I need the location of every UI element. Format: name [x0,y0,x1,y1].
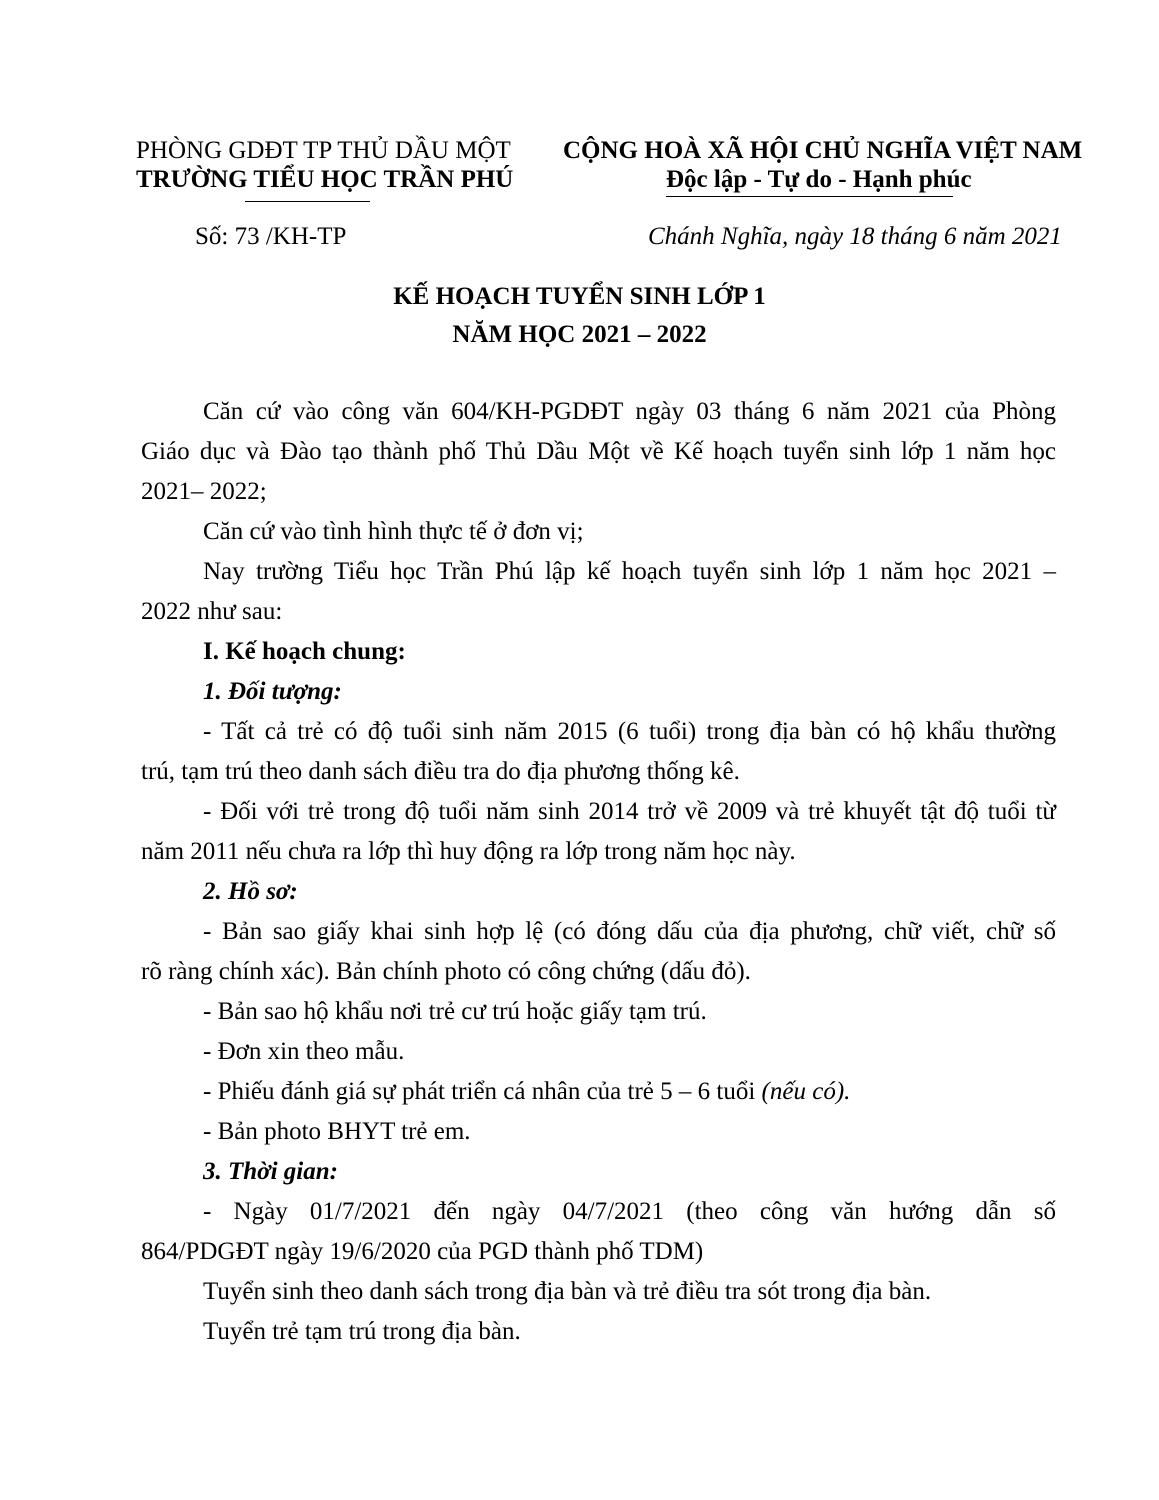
subsection-heading: 3. Thời gian: [203,1158,338,1185]
document-title: KẾ HOẠCH TUYỂN SINH LỚP 1 [393,283,766,310]
national-motto: Độc lập - Tự do - Hạnh phúc [666,166,972,193]
paragraph-line: Căn cứ vào tình hình thực tế ở đơn vị; [203,518,584,545]
paragraph-line: 2021– 2022; [141,478,267,505]
paragraph-line: Giáo dục và Đào tạo thành phố Thủ Dầu Một về Kế hoạch tuyển sinh lớp 1 năm học [141,438,1056,465]
paragraph-line: - Đơn xin theo mẫu. [203,1038,405,1065]
paragraph-line: Nay trường Tiểu học Trần Phú lập kế hoạch tuyển sinh lớp 1 năm học 2021 – [203,558,1056,585]
place-and-date: Chánh Nghĩa, ngày 18 tháng 6 năm 2021 [648,223,1062,250]
paragraph-line: - Bản sao giấy khai sinh hợp lệ (có đóng dấu của địa phương, chữ viết, chữ số [203,918,1056,945]
paragraph-text: - Phiếu đánh giá sự phát triển cá nhân của trẻ 5 – 6 tuổi [203,1078,756,1105]
header-right-underline [666,196,953,197]
header-left-underline [245,201,370,202]
paragraph-line: - Đối với trẻ trong độ tuổi năm sinh 2014 trở về 2009 và trẻ khuyết tật độ tuổi từ [203,798,1056,825]
national-title: CỘNG HOÀ XÃ HỘI CHỦ NGHĨA VIỆT NAM [563,137,1083,164]
subsection-heading: 2. Hồ sơ: [203,878,298,905]
document-subtitle: NĂM HỌC 2021 – 2022 [452,321,707,348]
subsection-heading: 1. Đối tượng: [203,678,342,705]
paragraph-line: - Bản sao hộ khẩu nơi trẻ cư trú hoặc giấy tạm trú. [203,998,707,1025]
paragraph-line: 2022 như sau: [141,598,283,625]
paragraph-line: 864/PDGĐT ngày 19/6/2020 của PGD thành phố TDM) [141,1238,704,1265]
paragraph-line: rõ ràng chính xác). Bản chính photo có công chứng (dấu đỏ). [141,958,751,985]
paragraph-line: năm 2011 nếu chưa ra lớp thì huy động ra lớp trong năm học này. [141,838,796,865]
paragraph-line: - Bản photo BHYT trẻ em. [203,1118,471,1145]
paragraph-line: trú, tạm trú theo danh sách điều tra do địa phương thống kê. [141,758,740,785]
paragraph-line [203,1077,850,1107]
issuing-department: PHÒNG GDĐT TP THỦ DẦU MỘT [136,137,511,164]
paragraph-line: - Tất cả trẻ có độ tuổi sinh năm 2015 (6 tuổi) trong địa bàn có hộ khẩu thường [203,718,1056,745]
issuing-school: TRƯỜNG TIỂU HỌC TRẦN PHÚ [136,166,514,193]
paragraph-note: (nếu có). [761,1078,851,1105]
paragraph-line: - Ngày 01/7/2021 đến ngày 04/7/2021 (theo công văn hướng dẫn số [203,1198,1056,1225]
section-heading: I. Kế hoạch chung: [203,638,406,665]
paragraph-line: Tuyển trẻ tạm trú trong địa bàn. [203,1318,521,1345]
paragraph-line: Căn cứ vào công văn 604/KH-PGDĐT ngày 03 tháng 6 năm 2021 của Phòng [203,398,1056,425]
document-number: Số: 73 /KH-TP [195,223,347,250]
paragraph-line: Tuyển sinh theo danh sách trong địa bàn và trẻ điều tra sót trong địa bàn. [203,1278,932,1305]
